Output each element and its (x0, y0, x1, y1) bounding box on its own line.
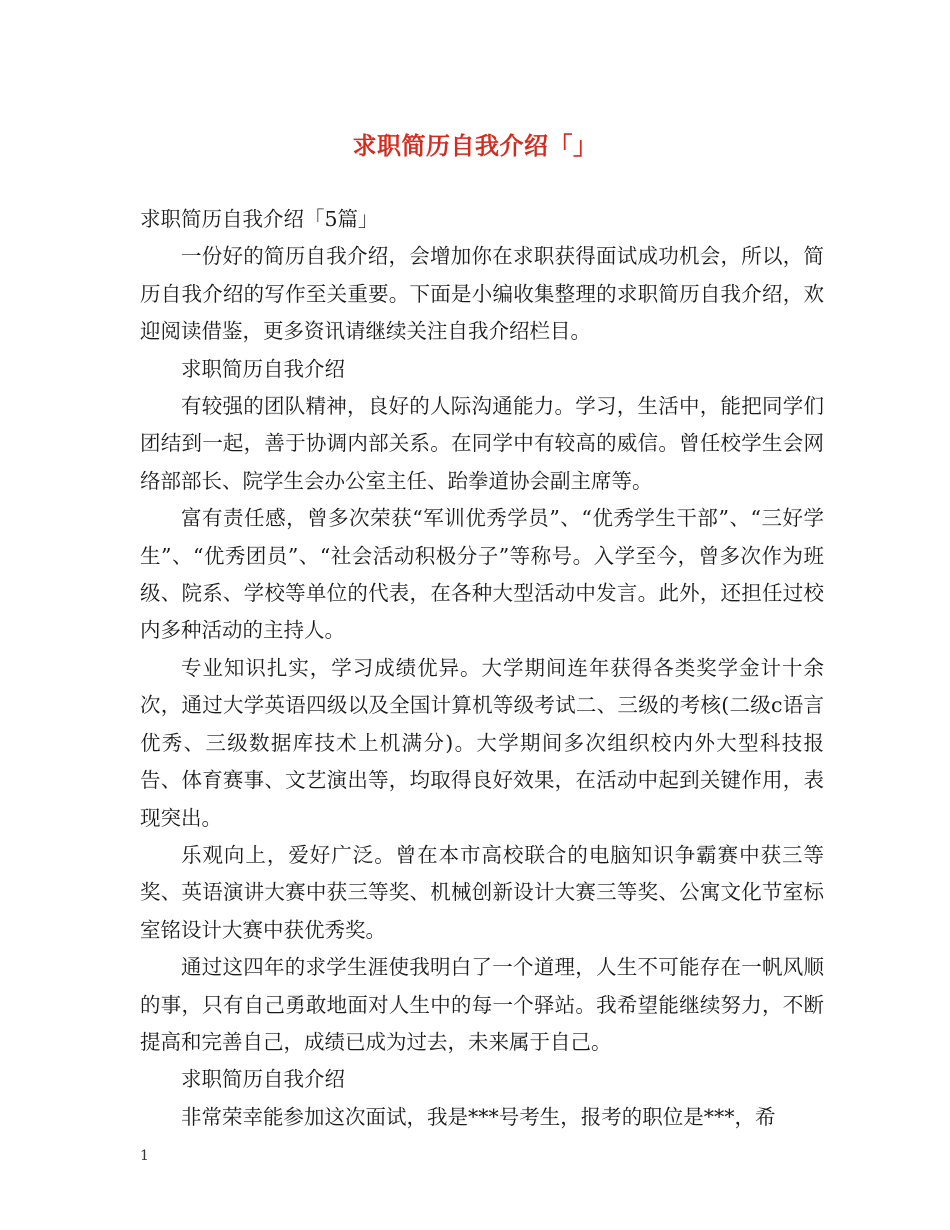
section-heading-1: 求职简历自我介绍 (181, 356, 345, 381)
intro-paragraph: 一份好的简历自我介绍，会增加你在求职获得面试成功机会，所以，简历自我介绍的写作至关重要。下面是小编收集整理的求职简历自我介绍，欢迎阅读借鉴，更多资讯请继续关注自我介绍栏目。 (140, 244, 824, 344)
document-title: 求职简历自我介绍「」 (352, 131, 598, 160)
body-paragraph-hobbies: 乐观向上，爱好广泛。曾在本市高校联合的电脑知识争霸赛中获三等奖、英语演讲大赛中获三等奖、机械创新设计大赛三等奖、公寓文化节室标室铭设计大赛中获优秀奖。 (140, 842, 824, 942)
subtitle-paragraph: 求职简历自我介绍「5篇」 (140, 207, 379, 231)
section-heading-2: 求职简历自我介绍 (181, 1067, 345, 1092)
body-paragraph-conclusion: 通过这四年的求学生涯使我明白了一个道理，人生不可能存在一帆风顺的事，只有自己勇敢地面对人生中的每一个驿站。我希望能继续努力，不断提高和完善自己，成绩已成为过去，未来属于自己。 (140, 955, 824, 1054)
body-paragraph-academics: 专业知识扎实，学习成绩优异。大学期间连年获得各类奖学金计十余次，通过大学英语四级以及全国计算机等级考试二、三级的考核(二级c语言优秀、三级数据库技术上机满分)。大学期间多次组织校内外大型科技报告、体育赛事、文艺演出等，均取得良好效果，在活动中起到关键作用，表现突出。 (140, 655, 824, 830)
page-number: 1 (140, 1148, 149, 1164)
body-paragraph-honors: 富有责任感，曾多次荣获“军训优秀学员”、“优秀学生干部”、“三好学生”、“优秀团员”、“社会活动积极分子”等称号。入学至今，曾多次作为班级、院系、学校等单位的代表，在各种大型活动中发言。此外，还担任过校内多种活动的主持人。 (140, 506, 824, 643)
body-paragraph-teamwork: 有较强的团队精神，良好的人际沟通能力。学习，生活中，能把同学们团结到一起，善于协调内部关系。在同学中有较高的威信。曾任校学生会网络部部长、院学生会办公室主任、跆拳道协会副主席等。 (140, 394, 824, 493)
document-body (140, 201, 824, 1136)
body-paragraph-interview: 非常荣幸能参加这次面试，我是***号考生，报考的职位是***，希 (181, 1104, 776, 1129)
